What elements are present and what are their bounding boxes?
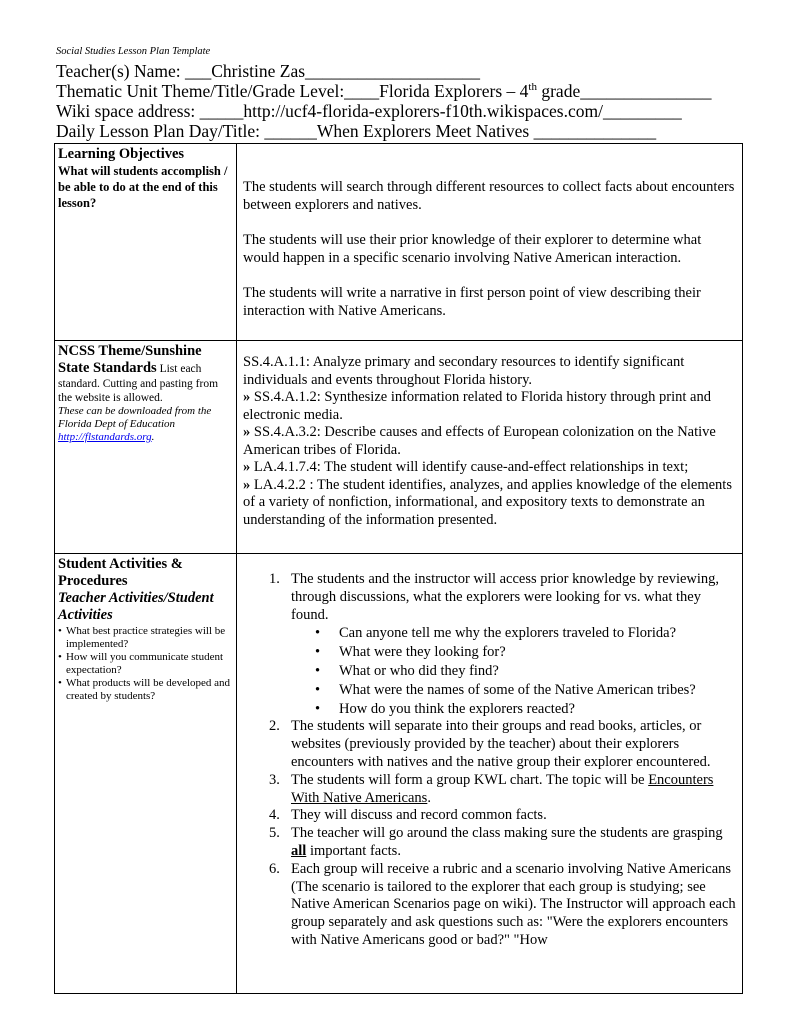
- step-number: 6.: [269, 860, 280, 877]
- discussion-question: [243, 662, 736, 681]
- question-text: What were they looking for?: [339, 644, 506, 661]
- step-number: 1.: [269, 571, 280, 587]
- objective-item: The students will write a narrative in first person point of view describing their interaction with Native Americans.: [243, 285, 701, 319]
- question-text: How do you think the explorers reacted?: [339, 700, 575, 717]
- thematic-unit-grade: grade_______________: [536, 81, 712, 101]
- standards-title: NCSS Theme/Sunshine: [58, 343, 202, 359]
- discussion-question: [243, 643, 736, 662]
- step-number: 3.: [269, 771, 280, 788]
- standards-label-cell: [55, 341, 237, 554]
- objectives-label-cell: [55, 144, 237, 341]
- bullet-dot-icon: •: [315, 700, 321, 717]
- teacher-name-line: Teacher(s) Name: ___Christine Zas____________________: [56, 61, 481, 81]
- objectives-row: [55, 144, 743, 341]
- activities-row: [55, 554, 743, 994]
- standards-content-cell: [237, 341, 743, 554]
- standard-text: SS.4.A.1.1: Analyze primary and secondary resources to identify significant individuals and events throughout Florida history.: [243, 354, 685, 388]
- standard-item: [243, 459, 736, 477]
- objectives-prompt: What will students accomplish / be able to do at the end of this lesson?: [58, 164, 228, 210]
- step-number: 2.: [269, 718, 280, 735]
- procedure-step: [243, 571, 736, 718]
- standard-marker: »: [243, 389, 251, 405]
- prompt-bullet: • How will you communicate student expectation?: [58, 651, 232, 677]
- standards-title-2: State Standards: [58, 360, 157, 376]
- standard-text: SS.4.A.3.2: Describe causes and effects of European colonization on the Native American tribes of Florida.: [243, 424, 716, 458]
- prompt-bullet: • What best practice strategies will be implemented?: [58, 625, 232, 651]
- ordinal-superscript: th: [528, 81, 537, 94]
- daily-title-line: Daily Lesson Plan Day/Title: ______When Explorers Meet Natives ______________: [56, 121, 657, 141]
- objectives-title: Learning Objectives: [58, 146, 185, 162]
- header-block: [56, 61, 756, 141]
- bullet-dot-icon: •: [315, 644, 321, 661]
- discussion-question: [243, 681, 736, 700]
- bullet-dot-icon: •: [315, 625, 321, 642]
- lesson-plan-table: [54, 143, 743, 994]
- standards-download-note: [58, 405, 232, 444]
- objective-item: The students will use their prior knowledge of their explorer to determine what would happen in a specific scenario involving Native American interaction.: [243, 232, 702, 266]
- step-text: The students will form a group KWL chart. The topic will be: [291, 771, 649, 788]
- standard-item: [243, 477, 736, 530]
- standard-marker: »: [243, 476, 251, 493]
- activities-subtitle: Teacher Activities/Student Activities: [58, 590, 214, 623]
- template-label: Social Studies Lesson Plan Template: [56, 46, 211, 57]
- step-number: 4.: [269, 807, 280, 824]
- activities-prompt-list: [58, 625, 232, 703]
- standard-item: [243, 354, 736, 389]
- step-text: The teacher will go around the class making sure the students are grasping: [291, 825, 723, 842]
- procedure-step: [243, 861, 736, 950]
- procedure-step: [243, 772, 736, 808]
- discussion-question: [243, 624, 736, 643]
- standard-text: LA.4.1.7.4: The student will identify cause-and-effect relationships in text;: [250, 459, 689, 475]
- question-text: What were the names of some of the Native American tribes?: [339, 681, 696, 698]
- step-text-end: important facts.: [306, 842, 401, 859]
- kwl-topic: Encounters With Native Americans: [291, 771, 714, 806]
- activities-content-cell: [237, 554, 743, 994]
- standard-text: LA.4.2.2 : The student identifies, analyzes, and applies knowledge of the elements of a variety of nonfiction, informational, and expository texts to demonstrate an understanding of the information presented.: [243, 476, 732, 528]
- standards-link-period: .: [151, 431, 155, 443]
- discussion-questions: [243, 624, 736, 718]
- step-text: They will discuss and record common facts.: [291, 807, 547, 824]
- standards-row: [55, 341, 743, 554]
- bullet-dot-icon: •: [315, 681, 321, 698]
- objectives-content-cell: [237, 144, 743, 341]
- question-text: What or who did they find?: [339, 662, 499, 679]
- standards-note: List each standard. Cutting and pasting from the website is allowed.: [58, 363, 219, 404]
- flstandards-link[interactable]: http://flstandards.org: [58, 431, 152, 443]
- emphasis-all: all: [291, 842, 307, 859]
- standards-download-text: These can be downloaded from the Florida Dept of Education: [58, 405, 212, 430]
- procedure-step: [243, 718, 736, 771]
- thematic-unit-line: [56, 81, 756, 101]
- standard-marker: »: [243, 459, 251, 475]
- standard-text: SS.4.A.1.2: Synthesize information related to Florida history through print and electronic media.: [243, 389, 711, 423]
- discussion-question: [243, 700, 736, 719]
- standard-marker: »: [243, 424, 251, 440]
- standards-prompt: [58, 360, 232, 405]
- thematic-unit-text: Thematic Unit Theme/Title/Grade Level:____Florida Explorers – 4: [56, 81, 529, 101]
- activities-label-cell: [55, 554, 237, 994]
- procedure-step: [243, 807, 736, 825]
- procedure-step: [243, 825, 736, 861]
- bullet-dot-icon: •: [315, 662, 321, 679]
- step-text-end: .: [427, 789, 431, 806]
- step-text: Each group will receive a rubric and a scenario involving Native Americans (The scenario is tailored to the explorer that each group is studying; see Native American Scenarios page on wiki). The Instructor will approach each group separately and ask questions such as: "Were the explorers encounters with Native Americans good or bad?" "How: [291, 860, 736, 948]
- prompt-bullet: • What products will be developed and created by students?: [58, 677, 232, 703]
- step-text: The students and the instructor will access prior knowledge by reviewing, through discussions, what the explorers were looking for vs. what they found.: [291, 571, 720, 623]
- activities-title: Student Activities & Procedures: [58, 556, 183, 589]
- wiki-address-line: Wiki space address: _____http://ucf4-florida-explorers-f10th.wikispaces.com/_________: [56, 101, 682, 121]
- procedure-steps: [243, 571, 736, 950]
- question-text: Can anyone tell me why the explorers traveled to Florida?: [339, 625, 677, 642]
- objective-item: The students will search through different resources to collect facts about encounters between explorers and natives.: [243, 179, 735, 213]
- standard-item: [243, 424, 736, 459]
- step-text: The students will separate into their groups and read books, articles, or websites (previously provided by the teacher) about their explorers encounters with natives and the native group their explorer encountered.: [291, 718, 711, 770]
- standard-item: [243, 389, 736, 424]
- step-number: 5.: [269, 825, 280, 842]
